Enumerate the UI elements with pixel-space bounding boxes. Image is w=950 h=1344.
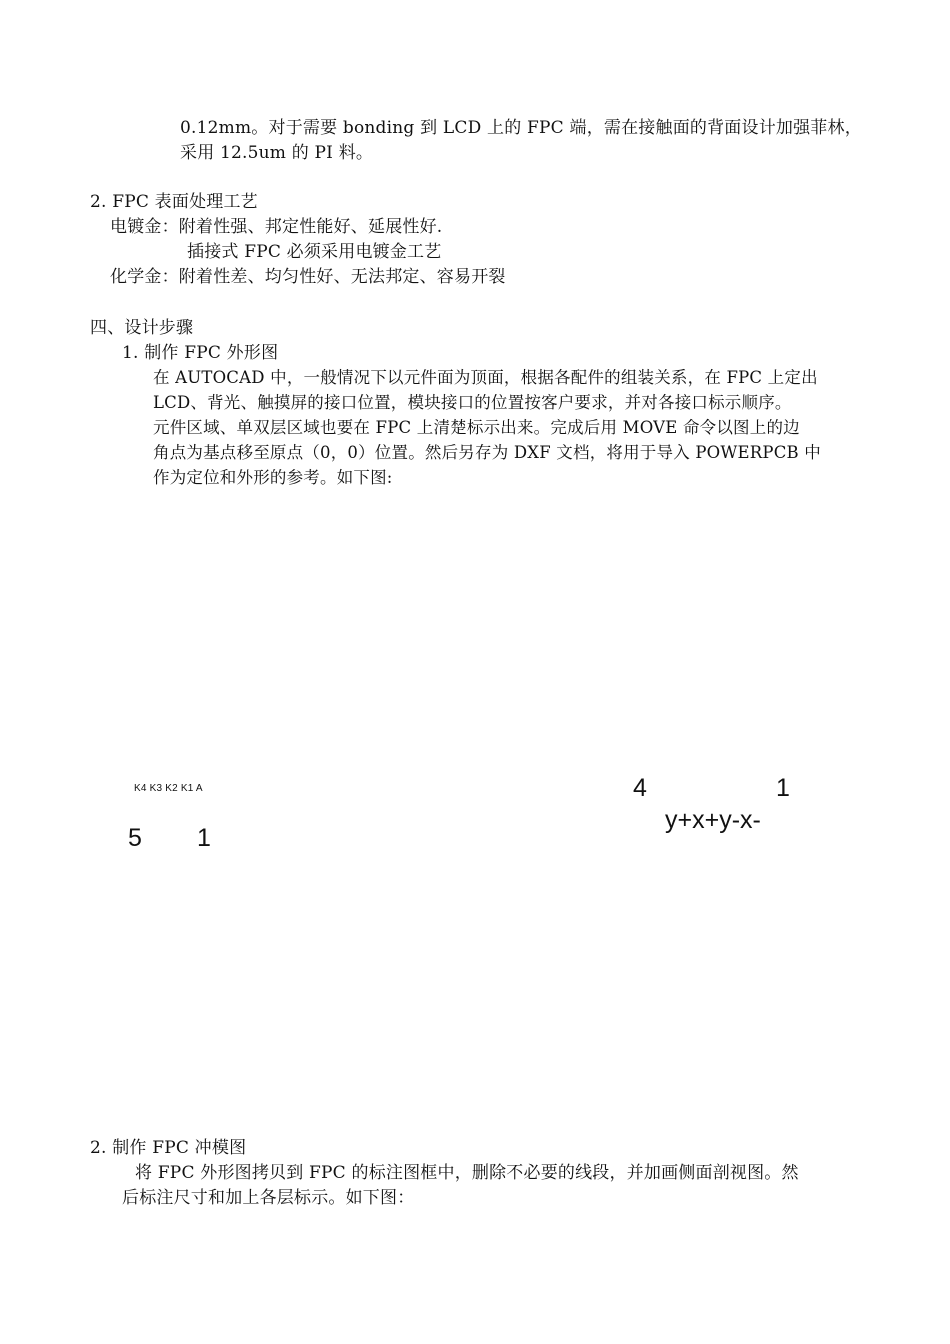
step2-line-2: 后标注尺寸和加上各层标示。如下图： <box>122 1188 415 1208</box>
figure-label-1-left: 1 <box>197 824 211 852</box>
step1-line-4: 角点为基点移至原点（0，0）位置。然后另存为 DXF 文档，将用于导入 POWERPCB 中 <box>153 443 822 462</box>
step1-line-5: 作为定位和外形的参考。如下图: <box>153 468 393 487</box>
gold-plating-note: 插接式 FPC 必须采用电镀金工艺 <box>187 242 442 262</box>
figure-label-1-right: 1 <box>776 774 790 802</box>
paragraph-line-2: 采用 12.5um 的 PI 料。 <box>180 143 374 163</box>
step1-title: 1. 制作 FPC 外形图 <box>122 343 279 363</box>
gold-plating-line: 电镀金：附着性强、邦定性能好、延展性好. <box>110 217 443 237</box>
step2-title: 2. 制作 FPC 冲模图 <box>90 1138 247 1158</box>
figure-label-5: 5 <box>128 824 142 852</box>
step1-line-2: LCD、背光、触摸屏的接口位置，模块接口的位置按客户要求，并对各接口标示顺序。 <box>153 393 792 412</box>
step1-line-3: 元件区域、单双层区域也要在 FPC 上清楚标示出来。完成后用 MOVE 命令以图上的边 <box>153 418 800 437</box>
surface-treatment-heading: 2. FPC 表面处理工艺 <box>90 192 258 212</box>
figure-touch-pin-labels: y+x+y-x- <box>665 806 761 834</box>
figure-pin-labels-small: K4 K3 K2 K1 A <box>134 783 203 794</box>
design-steps-heading: 四、设计步骤 <box>90 318 194 338</box>
chemical-gold-line: 化学金：附着性差、均匀性好、无法邦定、容易开裂 <box>110 267 506 287</box>
step2-line-1: 将 FPC 外形图拷贝到 FPC 的标注图框中，删除不必要的线段，并加画侧面剖视图。然 <box>135 1163 799 1183</box>
figure-label-4: 4 <box>633 774 647 802</box>
paragraph-line-1: 0.12mm。对于需要 bonding 到 LCD 上的 FPC 端，需在接触面的背面设计加强菲林， <box>180 118 862 138</box>
step1-line-1: 在 AUTOCAD 中，一般情况下以元件面为顶面，根据各配件的组装关系，在 FPC 上定出 <box>153 368 818 387</box>
